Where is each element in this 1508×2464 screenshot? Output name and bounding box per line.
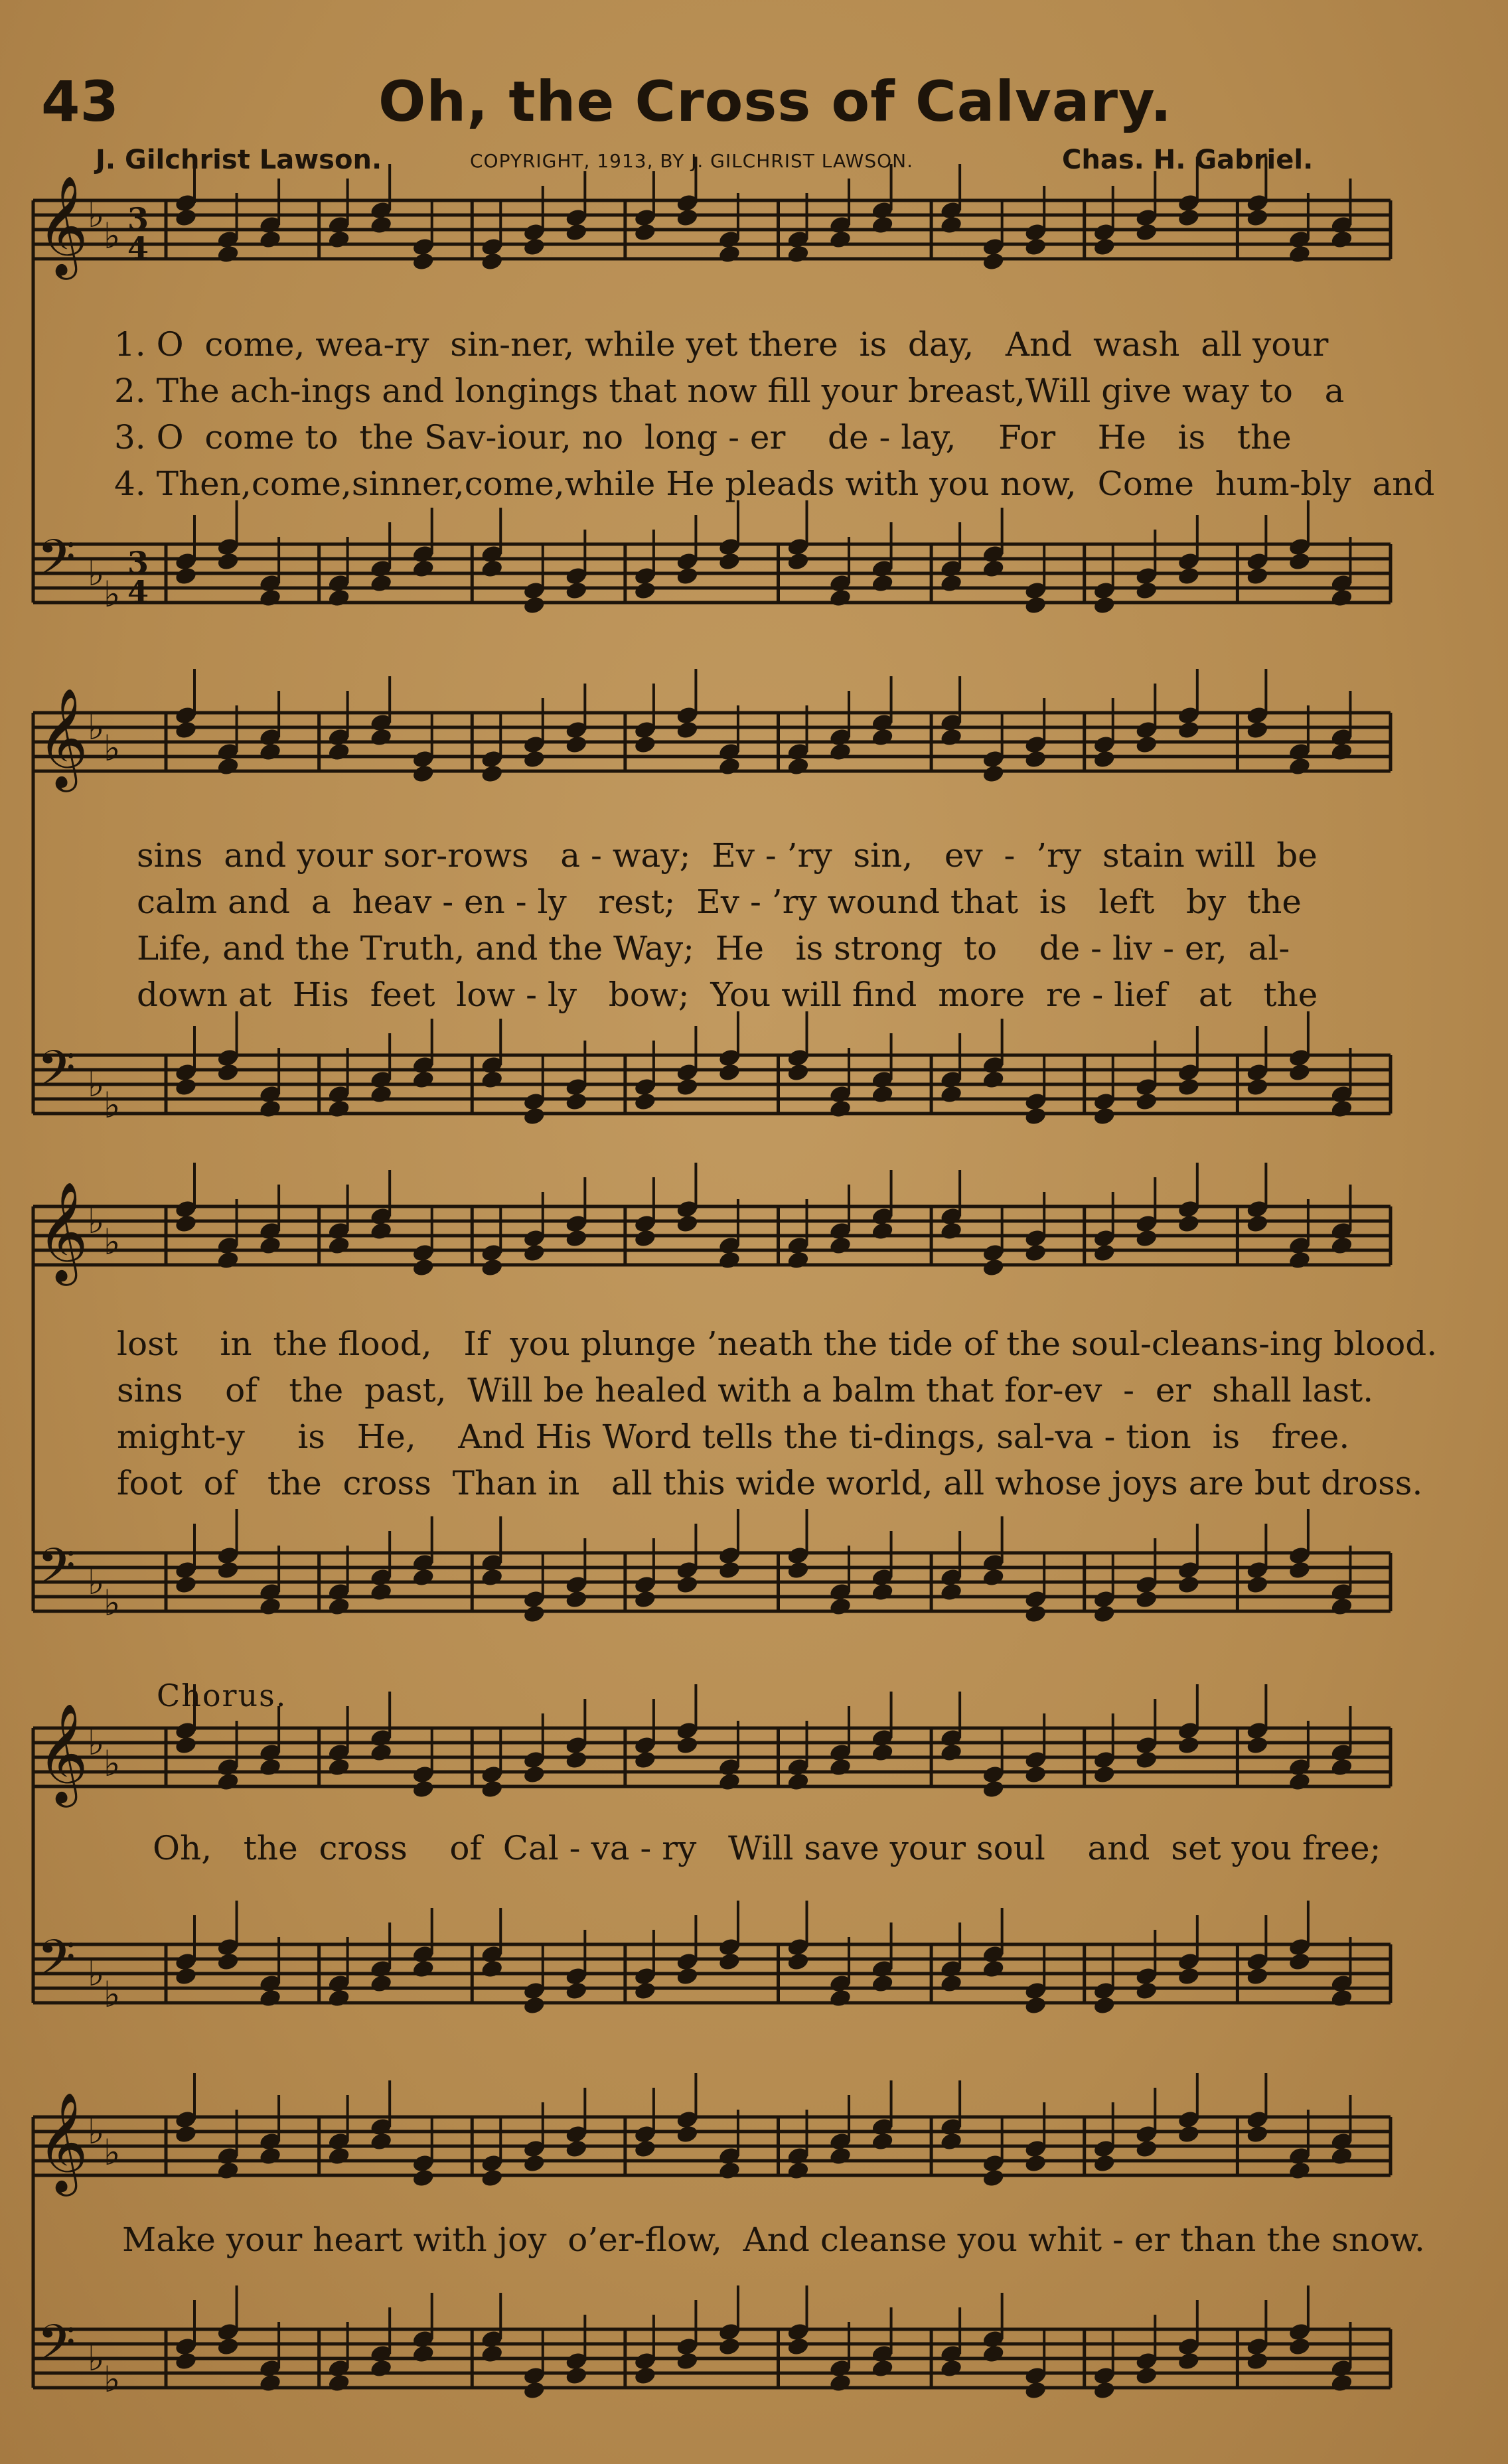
note-head [828, 1988, 852, 2009]
hymn-number: 43 [41, 69, 119, 134]
note-head [1177, 208, 1201, 228]
note-head [1330, 1099, 1354, 1120]
time-signature-top: 3 [127, 545, 149, 581]
flat-icon: ♭ [88, 2110, 105, 2152]
note-head [564, 1589, 588, 1610]
note-head [1288, 1772, 1312, 1792]
note-head [174, 208, 198, 228]
note-head [327, 2373, 351, 2394]
note-head [871, 727, 895, 748]
note-head [787, 1560, 810, 1581]
flat-icon: ♭ [88, 1561, 105, 1603]
note-head [480, 252, 504, 272]
note-head [1093, 1106, 1116, 1127]
flat-icon: ♭ [88, 1063, 105, 1105]
time-signature-top: 3 [127, 201, 149, 237]
note-head [258, 230, 282, 250]
note-head [717, 2337, 741, 2357]
note-head [564, 222, 588, 243]
note-head [522, 595, 546, 616]
note-head [1134, 2366, 1158, 2386]
note-head [787, 2337, 810, 2357]
note-head [216, 1062, 240, 1083]
note-head [676, 1735, 700, 1756]
hymn-title: Oh, the Cross of Calvary. [378, 69, 1172, 134]
note-head [871, 1221, 895, 1242]
bass-clef-icon: 𝄢 [37, 529, 76, 599]
note-head [828, 2146, 852, 2167]
note-head [216, 551, 240, 572]
chorus-line-2: Make your heart with joy o’er-flow, And cleanse you whit - er than the snow. [122, 2220, 1425, 2259]
note-head [982, 559, 1006, 579]
note-head [174, 1575, 198, 1595]
note-head [258, 2146, 282, 2167]
note-head [633, 1589, 657, 1610]
note-head [1134, 1981, 1158, 2001]
note-head [1246, 1214, 1270, 1234]
verse-line: lost in the flood, If you plunge ’neath the tide of the soul-cleans-ing blood. [117, 1325, 1438, 1363]
note-head [216, 1952, 240, 1972]
note-head [369, 1582, 393, 1603]
note-head [828, 1757, 852, 1778]
note-head [1288, 551, 1312, 572]
note-head [327, 1236, 351, 1256]
note-head [480, 1959, 504, 1980]
note-head [216, 757, 240, 777]
note-head [174, 566, 198, 587]
note-head [982, 2168, 1006, 2189]
note-head [564, 2139, 588, 2159]
note-head [1023, 2153, 1047, 2174]
note-head [258, 1099, 282, 1120]
note-head [871, 1084, 895, 1105]
note-head [369, 1743, 393, 1763]
note-head [787, 1952, 810, 1972]
note-head [871, 1743, 895, 1763]
note-head [216, 1560, 240, 1581]
note-head [327, 588, 351, 609]
note-head [258, 742, 282, 762]
note-head [871, 2132, 895, 2152]
note-head [327, 1988, 351, 2009]
treble-clef-icon: 𝄞 [37, 1181, 88, 1281]
note-head [174, 1735, 198, 1756]
note-head [369, 2358, 393, 2379]
note-head [522, 1106, 546, 1127]
note-head [871, 573, 895, 594]
note-head [1177, 1214, 1201, 1234]
note-head [939, 727, 963, 748]
note-head [717, 551, 741, 572]
note-head [522, 1995, 546, 2016]
note-head [1288, 1250, 1312, 1271]
note-head [369, 573, 393, 594]
bass-clef-icon: 𝄢 [37, 1040, 76, 1110]
note-head [174, 1077, 198, 1098]
note-head [939, 215, 963, 236]
note-head [1246, 1735, 1270, 1756]
note-head [1093, 2153, 1116, 2174]
note-head [828, 230, 852, 250]
note-head [480, 2344, 504, 2364]
verse-line: 3. O come to the Sav-iour, no long - er de - lay, For He is the [114, 418, 1292, 457]
note-head [1177, 1077, 1201, 1098]
note-head [1330, 588, 1354, 609]
note-head [871, 1974, 895, 1994]
note-head [412, 1258, 435, 1278]
note-head [564, 735, 588, 755]
verse-line: calm and a heav - en - ly rest; Ev - ’ry wound that is left by the [137, 883, 1302, 921]
note-head [1023, 749, 1047, 770]
flat-icon: ♭ [88, 1200, 105, 1242]
note-head [522, 1765, 546, 1785]
note-head [633, 735, 657, 755]
note-head [1093, 237, 1116, 257]
treble-clef-icon: 𝄞 [37, 2091, 88, 2192]
verse-line: 1. O come, wea-ry sin-ner, while yet there is day, And wash all your [114, 325, 1329, 364]
note-head [633, 222, 657, 243]
note-head [412, 1779, 435, 1800]
note-head [939, 1974, 963, 1994]
note-head [1023, 2380, 1047, 2401]
flat-icon: ♭ [88, 1952, 105, 1994]
note-head [564, 1750, 588, 1771]
note-head [676, 208, 700, 228]
note-head [828, 588, 852, 609]
note-head [174, 2124, 198, 2145]
note-head [522, 749, 546, 770]
flat-icon: ♭ [104, 215, 121, 257]
verse-line: foot of the cross Than in all this wide world, all whose joys are but dross. [117, 1464, 1423, 1502]
note-head [1134, 2139, 1158, 2159]
note-head [1246, 1575, 1270, 1595]
note-head [1288, 2337, 1312, 2357]
note-head [717, 1250, 741, 1271]
flat-icon: ♭ [88, 2337, 105, 2379]
note-head [174, 720, 198, 741]
composer-credit: Chas. H. Gabriel. [1062, 145, 1314, 175]
note-head [480, 1070, 504, 1090]
note-head [480, 2168, 504, 2189]
note-head [871, 1582, 895, 1603]
verse-system-3 [117, 1321, 1438, 1506]
note-head [828, 1236, 852, 1256]
flat-icon: ♭ [104, 727, 121, 769]
note-head [174, 2351, 198, 2372]
note-head [1093, 1243, 1116, 1264]
note-head [1093, 1995, 1116, 2016]
note-head [327, 1757, 351, 1778]
note-head [1023, 1765, 1047, 1785]
note-head [480, 1779, 504, 1800]
note-head [216, 2337, 240, 2357]
note-head [1023, 1243, 1047, 1264]
note-head [1330, 2373, 1354, 2394]
note-head [787, 1250, 810, 1271]
time-signature-bottom: 4 [127, 574, 149, 610]
note-head [787, 1062, 810, 1083]
note-head [369, 215, 393, 236]
note-head [522, 2380, 546, 2401]
note-head [982, 1258, 1006, 1278]
note-head [522, 1604, 546, 1625]
note-head [480, 559, 504, 579]
note-head [982, 1070, 1006, 1090]
note-head [982, 2344, 1006, 2364]
note-head [216, 1772, 240, 1792]
note-head [327, 230, 351, 250]
note-head [1177, 1575, 1201, 1595]
flat-icon: ♭ [104, 1221, 121, 1263]
note-head [939, 2132, 963, 2152]
note-head [828, 742, 852, 762]
note-head [1177, 1966, 1201, 1987]
note-head [676, 720, 700, 741]
note-head [369, 1221, 393, 1242]
note-head [412, 764, 435, 784]
note-head [216, 1250, 240, 1271]
treble-clef-icon: 𝄞 [37, 687, 88, 788]
chorus-label: Chorus. [157, 1678, 287, 1713]
verse-system-1 [114, 321, 1435, 507]
note-head [871, 2358, 895, 2379]
note-head [174, 1966, 198, 1987]
note-head [787, 1772, 810, 1792]
flat-icon: ♭ [88, 552, 105, 594]
note-head [1177, 2124, 1201, 2145]
note-head [939, 2358, 963, 2379]
treble-clef-icon: 𝄞 [37, 175, 88, 275]
note-head [1330, 1236, 1354, 1256]
note-head [1330, 1988, 1354, 2009]
note-head [939, 1221, 963, 1242]
note-head [717, 244, 741, 265]
note-head [258, 1757, 282, 1778]
note-head [1288, 2161, 1312, 2181]
note-head [412, 1567, 435, 1588]
flat-icon: ♭ [104, 1582, 121, 1624]
note-head [522, 1243, 546, 1264]
note-head [1330, 742, 1354, 762]
note-head [1134, 222, 1158, 243]
note-head [258, 588, 282, 609]
note-head [369, 2132, 393, 2152]
note-head [1023, 1995, 1047, 2016]
note-head [480, 1567, 504, 1588]
note-head [1177, 1735, 1201, 1756]
flat-icon: ♭ [104, 2132, 121, 2173]
flat-icon: ♭ [104, 1743, 121, 1784]
verse-line: might-y is He, And His Word tells the ti-dings, sal-va - tion is free. [117, 1417, 1350, 1456]
note-head [1330, 1597, 1354, 1617]
note-head [522, 237, 546, 257]
note-head [327, 1099, 351, 1120]
note-head [412, 2168, 435, 2189]
note-head [676, 1214, 700, 1234]
note-head [787, 551, 810, 572]
note-head [717, 1560, 741, 1581]
note-head [564, 1981, 588, 2001]
note-head [1093, 595, 1116, 616]
note-head [369, 1084, 393, 1105]
flat-icon: ♭ [88, 706, 105, 748]
note-head [939, 1084, 963, 1105]
note-head [1246, 208, 1270, 228]
note-head [676, 2351, 700, 2372]
note-head [982, 764, 1006, 784]
note-head [1246, 566, 1270, 587]
note-head [633, 581, 657, 601]
note-head [258, 2373, 282, 2394]
lyricist-credit: J. Gilchrist Lawson. [96, 145, 382, 175]
note-head [1177, 2351, 1201, 2372]
note-head [564, 2366, 588, 2386]
note-head [1134, 735, 1158, 755]
verse-line: sins and your sor-rows a - way; Ev - ’ry sin, ev - ’ry stain will be [137, 836, 1318, 875]
verse-system-2 [137, 832, 1398, 1018]
verse-line: sins of the past, Will be healed with a balm that for-ev - er shall last. [117, 1371, 1374, 1410]
note-head [369, 727, 393, 748]
note-head [633, 2366, 657, 2386]
flat-icon: ♭ [104, 573, 121, 615]
copyright-notice: COPYRIGHT, 1913, BY J. GILCHRIST LAWSON. [470, 150, 913, 172]
note-head [982, 1567, 1006, 1588]
note-head [676, 1077, 700, 1098]
note-head [633, 1092, 657, 1112]
note-head [1134, 1228, 1158, 1249]
note-head [1093, 2380, 1116, 2401]
verse-line: down at His feet low - ly bow; You will find more re - lief at the [137, 976, 1318, 1014]
note-head [676, 566, 700, 587]
note-head [1023, 595, 1047, 616]
note-head [1093, 1604, 1116, 1625]
note-head [717, 757, 741, 777]
note-head [1330, 2146, 1354, 2167]
note-head [1023, 1604, 1047, 1625]
note-head [1093, 1765, 1116, 1785]
note-head [676, 2124, 700, 2145]
note-head [564, 581, 588, 601]
note-head [1288, 244, 1312, 265]
flat-icon: ♭ [104, 2358, 121, 2400]
note-head [1288, 1062, 1312, 1083]
note-head [1093, 749, 1116, 770]
note-head [676, 1575, 700, 1595]
note-head [412, 1959, 435, 1980]
note-head [1134, 1750, 1158, 1771]
note-head [717, 2161, 741, 2181]
note-head [828, 1597, 852, 1617]
note-head [633, 1228, 657, 1249]
note-head [787, 757, 810, 777]
flat-icon: ♭ [88, 194, 105, 236]
note-head [1134, 581, 1158, 601]
note-head [327, 1597, 351, 1617]
note-head [633, 2139, 657, 2159]
note-head [1177, 720, 1201, 741]
chorus-line-1: Oh, the cross of Cal - va - ry Will save your soul and set you free; [153, 1829, 1381, 1867]
note-head [412, 252, 435, 272]
note-head [412, 2344, 435, 2364]
note-head [982, 1959, 1006, 1980]
note-head [522, 2153, 546, 2174]
note-head [258, 1988, 282, 2009]
note-head [216, 244, 240, 265]
note-head [412, 1070, 435, 1090]
note-head [564, 1228, 588, 1249]
note-head [412, 559, 435, 579]
note-head [480, 1258, 504, 1278]
note-head [1246, 720, 1270, 741]
note-head [1246, 1077, 1270, 1098]
note-head [1246, 2351, 1270, 2372]
bass-clef-icon: 𝄢 [37, 2314, 76, 2384]
note-head [787, 2161, 810, 2181]
note-head [174, 1214, 198, 1234]
note-head [1288, 757, 1312, 777]
note-head [939, 573, 963, 594]
verse-line: Life, and the Truth, and the Way; He is strong to de - liv - er, al- [137, 929, 1290, 968]
note-head [216, 2161, 240, 2181]
note-head [717, 1062, 741, 1083]
note-head [564, 1092, 588, 1112]
note-head [939, 1582, 963, 1603]
note-head [982, 252, 1006, 272]
note-head [787, 244, 810, 265]
flat-icon: ♭ [104, 1084, 121, 1126]
note-head [1023, 1106, 1047, 1127]
note-head [258, 1597, 282, 1617]
note-head [717, 1772, 741, 1792]
note-head [258, 1236, 282, 1256]
note-head [1134, 1092, 1158, 1112]
bass-clef-icon: 𝄢 [37, 1538, 76, 1607]
note-head [1246, 2124, 1270, 2145]
note-head [676, 1966, 700, 1987]
note-head [1288, 1560, 1312, 1581]
verse-line: 2. The ach-ings and longings that now fill your breast,Will give way to a [114, 372, 1345, 410]
note-head [1246, 1966, 1270, 1987]
note-head [1288, 1952, 1312, 1972]
note-head [480, 764, 504, 784]
note-head [828, 1099, 852, 1120]
note-head [1330, 230, 1354, 250]
flat-icon: ♭ [88, 1721, 105, 1763]
note-head [828, 2373, 852, 2394]
note-head [327, 2146, 351, 2167]
note-head [1330, 1757, 1354, 1778]
note-head [327, 742, 351, 762]
note-head [1134, 1589, 1158, 1610]
note-head [871, 215, 895, 236]
note-head [982, 1779, 1006, 1800]
note-head [717, 1952, 741, 1972]
bass-clef-icon: 𝄢 [37, 1929, 76, 1999]
note-head [633, 1981, 657, 2001]
note-head [633, 1750, 657, 1771]
flat-icon: ♭ [104, 1974, 121, 2015]
treble-clef-icon: 𝄞 [37, 1702, 88, 1803]
time-signature-bottom: 4 [127, 230, 149, 266]
verse-line: 4. Then,come,sinner,come,while He pleads with you now, Come hum-bly and [114, 465, 1435, 503]
note-head [1023, 237, 1047, 257]
note-head [1177, 566, 1201, 587]
note-head [939, 1743, 963, 1763]
note-head [369, 1974, 393, 1994]
